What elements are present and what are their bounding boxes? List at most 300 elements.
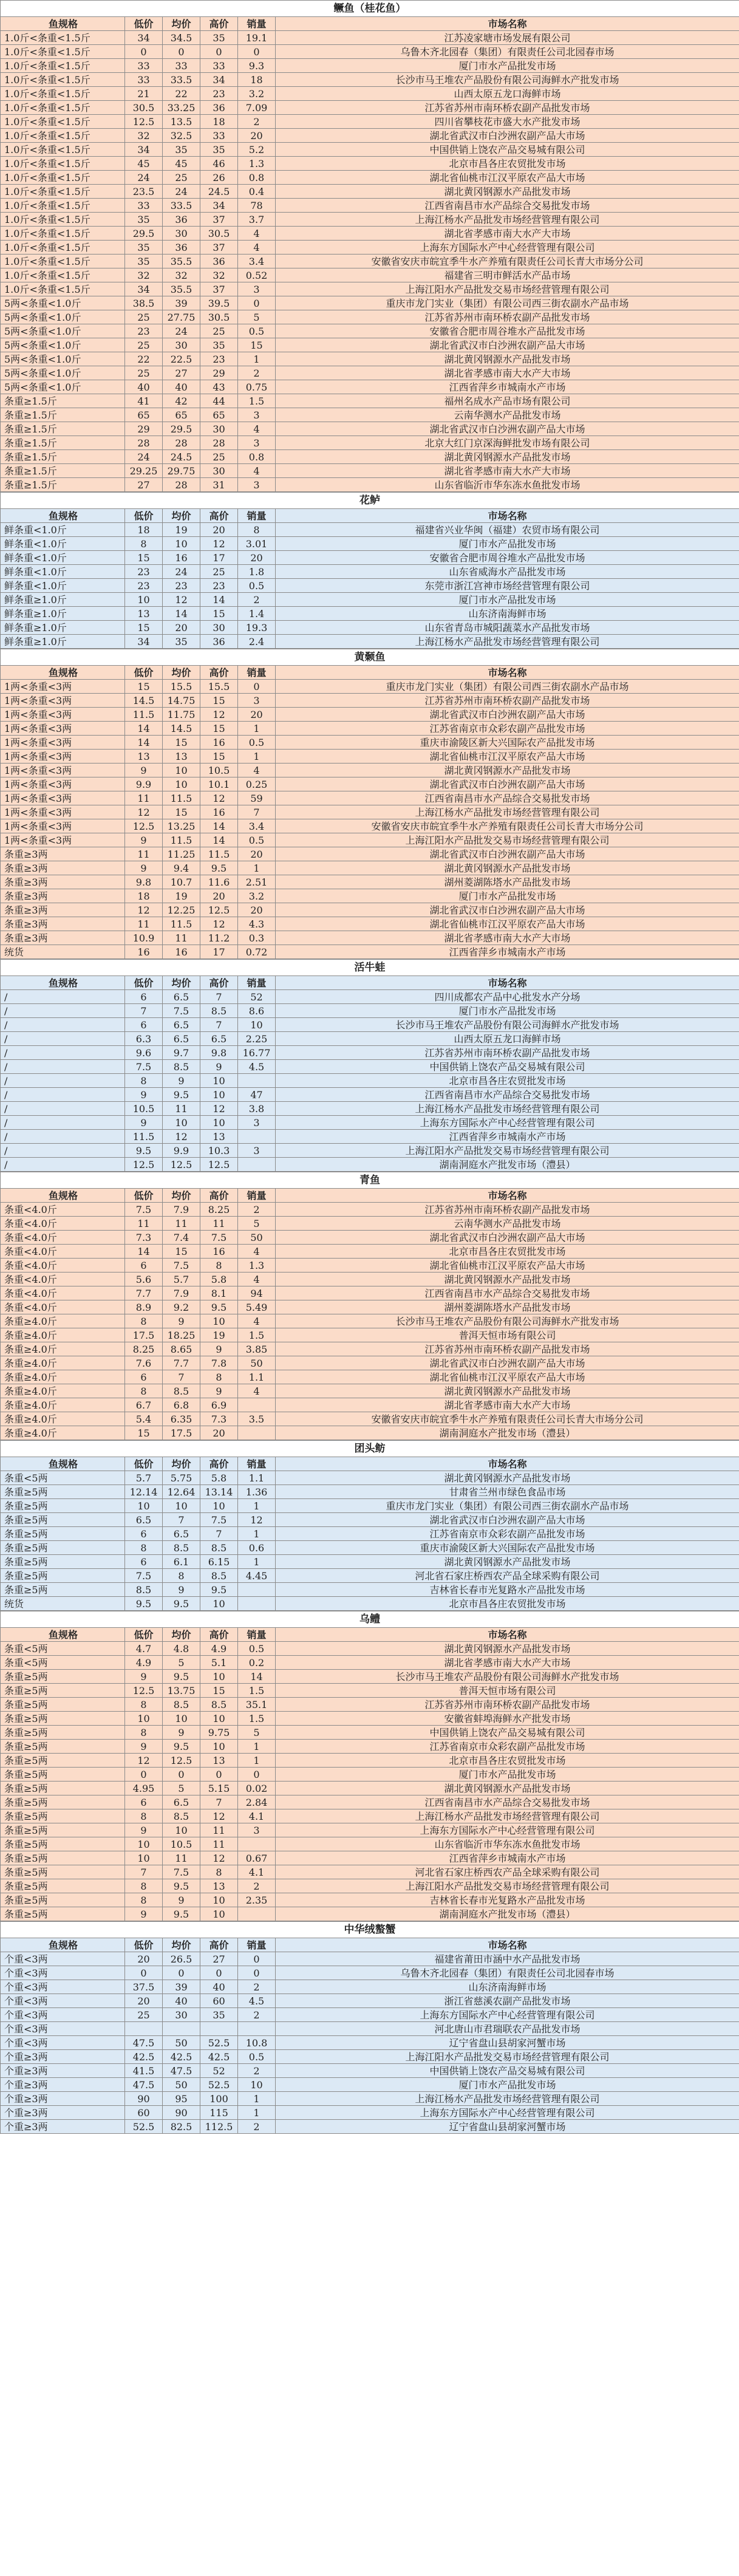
table-cell: 12 [200, 708, 238, 722]
table-cell: 湖北省武汉市白沙洲农副产品大市场 [276, 422, 739, 436]
table-cell: 25 [125, 2008, 163, 2022]
table-cell: 9 [125, 1740, 163, 1754]
table-cell: 4.95 [125, 1782, 163, 1795]
column-header: 均价 [163, 1189, 200, 1203]
table-cell [238, 1583, 276, 1597]
table-cell: 32 [125, 268, 163, 282]
table-cell: 3 [238, 1144, 276, 1158]
table-cell: 湖北省仙桃市江汉平原农产品大市场 [276, 1370, 739, 1384]
table-row [1, 1370, 739, 1384]
table-cell: 43 [200, 380, 238, 394]
table-cell: 上海东方国际水产中心经营管理有限公司 [276, 241, 739, 255]
column-header: 低价 [125, 17, 163, 31]
table-cell: 25 [125, 338, 163, 352]
table-cell: 2 [238, 1203, 276, 1217]
table-cell: 9 [125, 1088, 163, 1102]
table-cell: 1.0斤<条重<1.5斤 [1, 255, 125, 268]
table-row [1, 1032, 739, 1046]
table-cell: 39.5 [200, 296, 238, 310]
table-cell: 7 [200, 1795, 238, 1809]
section-title: 活牛蛙 [1, 960, 739, 976]
table-cell: 上海江阳水产品批发交易市场经营管理有限公司 [276, 1879, 739, 1893]
table-cell: 条重≥4.0斤 [1, 1398, 125, 1412]
section-table [0, 492, 739, 649]
table-cell: 11.5 [163, 917, 200, 931]
table-cell: 12 [238, 1513, 276, 1527]
table-cell: 1.0斤<条重<1.5斤 [1, 268, 125, 282]
table-cell: 2 [238, 593, 276, 607]
table-cell: 1 [238, 2092, 276, 2106]
table-cell: 23 [125, 579, 163, 593]
column-header: 鱼规格 [1, 1457, 125, 1471]
table-cell: 11.5 [125, 1130, 163, 1144]
table-row [1, 1768, 739, 1782]
table-cell: 条重<5两 [1, 1656, 125, 1670]
table-cell: 8.5 [200, 1541, 238, 1555]
table-cell: 湖北黄冈钢源水产品批发市场 [276, 1555, 739, 1569]
table-cell: 9.75 [200, 1726, 238, 1740]
table-cell: 16.77 [238, 1046, 276, 1060]
table-cell [238, 1907, 276, 1921]
table-cell: 上海江阳水产品批发交易市场经营管理有限公司 [276, 282, 739, 296]
table-cell: 38.5 [125, 296, 163, 310]
table-cell: 50 [238, 1356, 276, 1370]
table-cell: 0 [238, 1768, 276, 1782]
table-cell: 11 [125, 1217, 163, 1231]
table-cell: 10 [163, 537, 200, 551]
table-cell: 45 [125, 157, 163, 171]
table-cell: 50 [238, 1231, 276, 1245]
table-cell: 普洱天恒市场有限公司 [276, 1684, 739, 1698]
table-cell: 上海江阳水产品批发交易市场经营管理有限公司 [276, 833, 739, 847]
table-cell: 12 [125, 903, 163, 917]
table-row [1, 436, 739, 450]
column-header: 均价 [163, 1938, 200, 1952]
table-cell: 7.5 [125, 1203, 163, 1217]
table-cell: 0.5 [238, 2050, 276, 2064]
table-row [1, 621, 739, 635]
table-cell: 8 [238, 523, 276, 537]
table-cell: 湖北黄冈钢源水产品批发市场 [276, 352, 739, 366]
table-row [1, 990, 739, 1004]
table-cell: 15 [200, 722, 238, 736]
column-header: 销量 [238, 1189, 276, 1203]
table-cell: / [1, 1144, 125, 1158]
table-cell: 8.5 [163, 1060, 200, 1074]
table-cell: 6.9 [200, 1398, 238, 1412]
table-cell: / [1, 1116, 125, 1130]
table-row [1, 296, 739, 310]
table-cell: 条重≥5两 [1, 1670, 125, 1684]
table-cell: 36 [200, 101, 238, 115]
table-cell: 5.7 [163, 1273, 200, 1286]
table-row [1, 1740, 739, 1754]
table-cell: 5.49 [238, 1300, 276, 1314]
table-cell: 13 [200, 1754, 238, 1768]
table-cell: 78 [238, 199, 276, 213]
table-row [1, 819, 739, 833]
table-cell: 9 [125, 1907, 163, 1921]
table-row [1, 635, 739, 649]
table-cell: 7 [200, 1018, 238, 1032]
table-row [1, 945, 739, 959]
table-cell: 5两<条重<1.0斤 [1, 310, 125, 324]
table-cell: 17.5 [163, 1426, 200, 1440]
table-cell: 35 [163, 635, 200, 649]
table-row [1, 1994, 739, 2008]
table-cell: 25 [200, 450, 238, 464]
table-cell: 条重≥5两 [1, 1823, 125, 1837]
table-cell: 25 [163, 171, 200, 185]
table-cell: 8.5 [163, 1541, 200, 1555]
table-cell: 条重≥4.0斤 [1, 1412, 125, 1426]
table-row [1, 931, 739, 945]
table-cell: 7 [125, 1865, 163, 1879]
table-cell: 7.7 [163, 1356, 200, 1370]
table-cell: 5 [238, 1217, 276, 1231]
table-cell: 湖北省孝感市南大水产大市场 [276, 366, 739, 380]
table-cell: 23 [125, 324, 163, 338]
table-cell: 3.8 [238, 1102, 276, 1116]
table-cell: 条重≥3两 [1, 889, 125, 903]
table-cell: 5 [163, 1656, 200, 1670]
table-cell: 1.5 [238, 1328, 276, 1342]
table-cell: 34 [125, 282, 163, 296]
table-cell: 17 [200, 945, 238, 959]
column-header: 市场名称 [276, 17, 739, 31]
table-cell: 30.5 [200, 310, 238, 324]
table-row [1, 1879, 739, 1893]
table-cell: 湖北黄冈钢源水产品批发市场 [276, 1471, 739, 1485]
table-cell: 12 [200, 791, 238, 805]
table-cell: 1 [238, 2106, 276, 2120]
table-cell: 1两<条重<3两 [1, 680, 125, 694]
table-cell: 1.0斤<条重<1.5斤 [1, 213, 125, 227]
table-row [1, 1384, 739, 1398]
table-cell: 个重≥3两 [1, 2050, 125, 2064]
table-cell: 江西省萍乡市城南水产市场 [276, 380, 739, 394]
table-cell: 0.2 [238, 1656, 276, 1670]
table-cell: 2 [238, 2008, 276, 2022]
table-cell: 10.9 [125, 931, 163, 945]
table-cell: 25 [125, 310, 163, 324]
table-row [1, 1018, 739, 1032]
table-cell: 1 [238, 1754, 276, 1768]
table-cell: 条重≥4.0斤 [1, 1328, 125, 1342]
table-row [1, 1499, 739, 1513]
table-cell: 河北唐山市君瑞联农产品批发市场 [276, 2022, 739, 2036]
table-cell: 1两<条重<3两 [1, 833, 125, 847]
table-cell: 10.8 [238, 2036, 276, 2050]
table-cell: 23.5 [125, 185, 163, 199]
table-cell: 1.0斤<条重<1.5斤 [1, 87, 125, 101]
table-cell: 山东省青岛市城阳蔬菜水产品批发市场 [276, 621, 739, 635]
table-cell: 2.4 [238, 635, 276, 649]
table-cell: 8.5 [163, 1809, 200, 1823]
table-row [1, 1782, 739, 1795]
table-cell: 11.75 [163, 708, 200, 722]
table-cell: 湖北黄冈钢源水产品批发市场 [276, 450, 739, 464]
table-cell: 29 [125, 422, 163, 436]
table-cell: 湖北省武汉市白沙洲农副产品大市场 [276, 1231, 739, 1245]
table-cell: 6.7 [125, 1398, 163, 1412]
table-cell: 0.25 [238, 777, 276, 791]
table-row [1, 1356, 739, 1370]
table-cell: 6.5 [163, 1795, 200, 1809]
table-cell: 59 [238, 791, 276, 805]
table-row [1, 1823, 739, 1837]
table-cell: 35 [200, 143, 238, 157]
table-cell: 1两<条重<3两 [1, 708, 125, 722]
section-title: 青鱼 [1, 1172, 739, 1189]
table-cell: 10 [200, 1670, 238, 1684]
table-cell: 7.3 [200, 1412, 238, 1426]
table-cell: 36 [200, 635, 238, 649]
table-row [1, 1726, 739, 1740]
table-cell: 个重<3两 [1, 1952, 125, 1966]
table-row [1, 1684, 739, 1698]
table-row [1, 764, 739, 777]
table-cell: 条重≥5两 [1, 1865, 125, 1879]
table-cell: 17.5 [125, 1328, 163, 1342]
table-cell: 1 [238, 1527, 276, 1541]
table-cell: 14.75 [163, 694, 200, 708]
table-cell: 中国供销上饶农产品交易城有限公司 [276, 2064, 739, 2078]
table-cell: 33.5 [163, 73, 200, 87]
column-header: 销量 [238, 17, 276, 31]
table-cell: 4 [238, 764, 276, 777]
table-row [1, 777, 739, 791]
table-cell: 8.65 [163, 1342, 200, 1356]
table-cell: 20 [200, 889, 238, 903]
table-row [1, 1273, 739, 1286]
table-row [1, 338, 739, 352]
column-header: 销量 [238, 509, 276, 523]
table-cell: 11 [200, 1837, 238, 1851]
table-cell: 9.2 [163, 1300, 200, 1314]
table-cell: 6.5 [163, 990, 200, 1004]
table-cell: 9 [163, 1314, 200, 1328]
table-cell: 条重<4.0斤 [1, 1286, 125, 1300]
table-cell: 15 [200, 607, 238, 621]
table-cell: 条重≥5两 [1, 1541, 125, 1555]
table-cell: 1.8 [238, 565, 276, 579]
table-cell: 北京市昌各庄农贸批发市场 [276, 1074, 739, 1088]
table-row [1, 1286, 739, 1300]
table-cell: 12 [163, 1130, 200, 1144]
table-cell: 12 [125, 1754, 163, 1768]
table-cell: 2 [238, 2064, 276, 2078]
table-cell: 23 [200, 352, 238, 366]
table-cell: 0 [200, 1966, 238, 1980]
table-cell: 山东省威海水产品批发市场 [276, 565, 739, 579]
table-cell: 湖北省武汉市白沙洲农副产品大市场 [276, 129, 739, 143]
table-cell: 23 [125, 565, 163, 579]
table-cell: 24.5 [163, 450, 200, 464]
column-header: 均价 [163, 509, 200, 523]
table-cell: 江苏省苏州市南环桥农副产品批发市场 [276, 694, 739, 708]
table-cell: 0.5 [238, 579, 276, 593]
table-cell: 27.75 [163, 310, 200, 324]
table-cell: 11.5 [125, 708, 163, 722]
table-cell: 4.9 [200, 1642, 238, 1656]
table-cell: 14 [125, 722, 163, 736]
table-cell: 40 [125, 380, 163, 394]
table-cell: 11 [200, 1823, 238, 1837]
table-row [1, 607, 739, 621]
table-cell: 10 [238, 1018, 276, 1032]
table-cell: 上海江杨水产品批发市场经营管理有限公司 [276, 1102, 739, 1116]
table-row [1, 1088, 739, 1102]
table-cell: 6.5 [163, 1527, 200, 1541]
table-cell: 四川省攀枝花市盛大水产批发市场 [276, 115, 739, 129]
table-cell: 11 [125, 791, 163, 805]
table-cell: 安徽省合肥市周谷堆水产品批发市场 [276, 551, 739, 565]
table-cell: 35.5 [163, 282, 200, 296]
table-cell: 5两<条重<1.0斤 [1, 352, 125, 366]
table-cell: 条重≥5两 [1, 1795, 125, 1809]
table-row [1, 115, 739, 129]
table-cell: 山东省临沂市华东冻水鱼批发市场 [276, 1837, 739, 1851]
table-cell: 9.6 [125, 1046, 163, 1060]
table-cell: 条重≥5两 [1, 1555, 125, 1569]
table-cell: 20 [238, 903, 276, 917]
table-row [1, 45, 739, 59]
table-cell: 8.6 [238, 1004, 276, 1018]
table-cell: 7.5 [200, 1513, 238, 1527]
table-cell: 3.7 [238, 213, 276, 227]
table-cell: 9.5 [163, 1740, 200, 1754]
table-cell: 1两<条重<3两 [1, 722, 125, 736]
table-cell: 个重<3两 [1, 1994, 125, 2008]
table-cell: 47 [238, 1088, 276, 1102]
table-cell: 江西省南昌市水产品综合交易批发市场 [276, 1795, 739, 1809]
table-cell: 统货 [1, 1597, 125, 1611]
table-row [1, 1328, 739, 1342]
table-cell: 3.5 [238, 1412, 276, 1426]
table-cell: 福建省莆田市涵中水产品批发市场 [276, 1952, 739, 1966]
table-cell: 10.7 [163, 875, 200, 889]
table-row [1, 31, 739, 45]
table-row [1, 213, 739, 227]
table-cell: 5两<条重<1.0斤 [1, 380, 125, 394]
table-cell: 1.0斤<条重<1.5斤 [1, 241, 125, 255]
table-cell [238, 1130, 276, 1144]
table-row [1, 1656, 739, 1670]
table-cell: 11 [163, 1102, 200, 1116]
table-cell: 12.25 [163, 903, 200, 917]
table-cell: 30 [200, 464, 238, 478]
table-cell: 乌鲁木齐北园春（集团）有限责任公司北园春市场 [276, 45, 739, 59]
section-title: 乌鳢 [1, 1611, 739, 1628]
table-row [1, 1116, 739, 1130]
table-cell: 条重≥4.0斤 [1, 1356, 125, 1370]
column-header: 低价 [125, 666, 163, 680]
column-header: 均价 [163, 1457, 200, 1471]
table-row [1, 1426, 739, 1440]
table-cell: 1.4 [238, 607, 276, 621]
table-cell: 湖北省武汉市白沙洲农副产品大市场 [276, 777, 739, 791]
table-cell: 7.4 [163, 1231, 200, 1245]
table-cell: 37.5 [125, 1980, 163, 1994]
table-cell: 3.2 [238, 889, 276, 903]
table-row [1, 917, 739, 931]
table-cell: 0.3 [238, 931, 276, 945]
table-cell: 33 [125, 199, 163, 213]
table-cell: 8.5 [200, 1569, 238, 1583]
table-cell: 22.5 [163, 352, 200, 366]
table-cell: 6.15 [200, 1555, 238, 1569]
table-row [1, 1952, 739, 1966]
table-cell: 30.5 [125, 101, 163, 115]
table-row [1, 861, 739, 875]
table-cell: 3.01 [238, 537, 276, 551]
table-cell: 5.8 [200, 1471, 238, 1485]
table-cell: 28 [125, 436, 163, 450]
table-cell: 14 [200, 593, 238, 607]
table-cell: 11 [163, 1851, 200, 1865]
table-cell: 20 [163, 621, 200, 635]
table-cell: 8.25 [125, 1342, 163, 1356]
table-row [1, 1398, 739, 1412]
table-row [1, 1074, 739, 1088]
table-cell: 3 [238, 1823, 276, 1837]
table-cell: 10 [200, 1116, 238, 1130]
table-cell: 1.0斤<条重<1.5斤 [1, 199, 125, 213]
column-header: 市场名称 [276, 1189, 739, 1203]
table-row [1, 1513, 739, 1527]
table-cell: 30 [200, 422, 238, 436]
table-cell: 19 [200, 1328, 238, 1342]
table-cell: 1 [238, 750, 276, 764]
table-cell: 条重≥5两 [1, 1907, 125, 1921]
table-cell: 39 [163, 296, 200, 310]
table-cell: 40 [200, 1980, 238, 1994]
table-cell: 山西太原五龙口海鲜市场 [276, 87, 739, 101]
table-cell: 9.9 [125, 777, 163, 791]
table-cell: 52 [238, 990, 276, 1004]
table-cell: 上海江杨水产品批发市场经营管理有限公司 [276, 805, 739, 819]
table-cell: 云南华测水产品批发市场 [276, 1217, 739, 1231]
table-cell: 12 [125, 805, 163, 819]
table-cell: 52.5 [125, 2120, 163, 2134]
table-cell: 湖北省孝感市南大水产大市场 [276, 1656, 739, 1670]
table-row [1, 394, 739, 408]
table-cell: 条重≥5两 [1, 1740, 125, 1754]
table-cell: 0 [125, 45, 163, 59]
table-cell: 个重<3两 [1, 2022, 125, 2036]
table-cell: 27 [200, 1952, 238, 1966]
table-cell: 个重≥3两 [1, 2092, 125, 2106]
table-cell: 鲜条重≥1.0斤 [1, 593, 125, 607]
table-cell: 31 [200, 478, 238, 492]
table-row [1, 1795, 739, 1809]
table-cell: 35 [200, 31, 238, 45]
table-cell: / [1, 1102, 125, 1116]
table-cell: 16 [125, 945, 163, 959]
table-cell: 4 [238, 241, 276, 255]
table-row [1, 2092, 739, 2106]
table-cell: 条重≥5两 [1, 1809, 125, 1823]
table-cell: 条重≥1.5斤 [1, 464, 125, 478]
table-cell: 4 [238, 1314, 276, 1328]
table-row [1, 1541, 739, 1555]
table-row [1, 171, 739, 185]
column-header: 市场名称 [276, 1457, 739, 1471]
table-cell: 4 [238, 227, 276, 241]
table-row [1, 875, 739, 889]
table-cell: 上海江杨水产品批发市场经营管理有限公司 [276, 635, 739, 649]
